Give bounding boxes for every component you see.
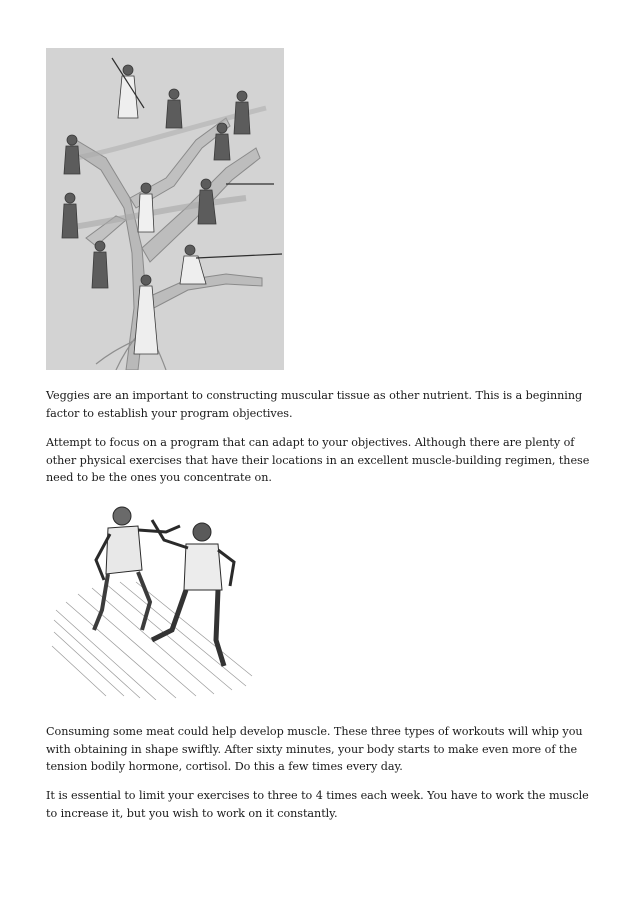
kung-fu-tree-illustration <box>46 48 284 370</box>
sparring-sketch-illustration <box>46 490 256 700</box>
paragraph-program-focus: Attempt to focus on a program that can adapt to your objectives. Although there are plenty of other physical exercises that have their locations in an excellent muscle-building regimen, these need to be the ones you concentrate on. <box>46 436 590 484</box>
paragraph-vegetables: Veggies are an important to constructing muscular tissue as other nutrient. This is a beginning factor to establish your program objectives. <box>46 389 583 420</box>
paragraph-meat-workouts: Consuming some meat could help develop muscle. These three types of workouts will whip you with obtaining in shape swiftly. After sixty minutes, your body starts to make even more of the tension bodily hormone, cortisol. Do this a few times every day. <box>46 725 583 773</box>
paragraph-exercise-frequency: It is essential to limit your exercises to three to 4 times each week. You have to work the muscle to increase it, but you wish to work on it constantly. <box>46 789 589 820</box>
